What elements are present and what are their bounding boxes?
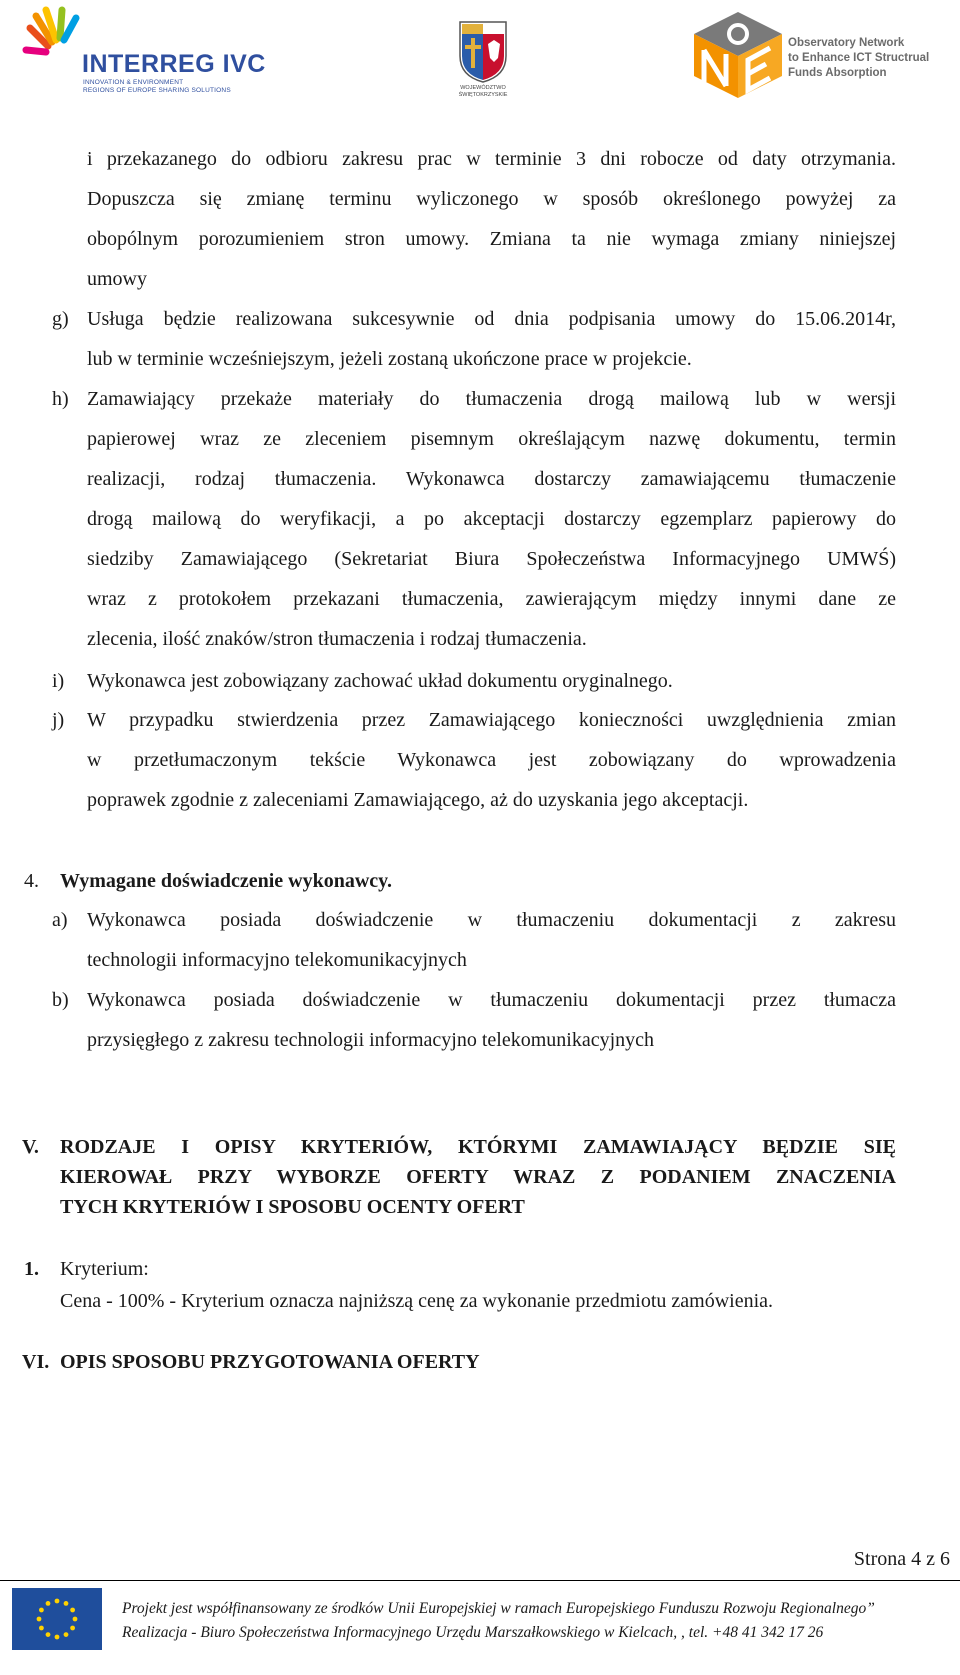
paragraph-line: i przekazanego do odbioru zakresu prac w terminie 3 dni robocze od daty otrzymania. <box>87 148 896 170</box>
list-item-line: papierowej wraz ze zleceniem pisemnym określającym nazwę dokumentu, termin <box>87 428 896 450</box>
list-item-line: Wykonawca posiada doświadczenie w tłumaczeniu dokumentacji z zakresu <box>87 909 896 931</box>
voivodeship-label: ŚWIĘTOKRZYSKIE <box>458 92 508 98</box>
interreg-swoosh-icon <box>22 6 82 66</box>
list-item-line: Wykonawca jest zobowiązany zachować układ dokumentu oryginalnego. <box>87 670 673 692</box>
section-heading: TYCH KRYTERIÓW I SPOSOBU OCENTY OFERT <box>60 1196 525 1218</box>
list-item-line: poprawek zgodnie z zaleceniami Zamawiającego, aż do uzyskania jego akceptacji. <box>87 789 749 811</box>
interreg-tagline: REGIONS OF EUROPE SHARING SOLUTIONS <box>83 87 231 94</box>
section-heading: KIEROWAŁ PRZY WYBORZE OFERTY WRAZ Z PODANIEM ZNACZENIA <box>60 1166 896 1188</box>
list-item-line: drogą mailową do weryfikacji, a po akceptacji dostarczy egzemplarz papierowy do <box>87 508 896 530</box>
paragraph-line: Dopuszcza się zmianę terminu wyliczonego w sposób określonego powyżej za <box>87 188 896 210</box>
eu-flag-icon <box>12 1588 102 1650</box>
page-number: Strona 4 z 6 <box>853 1548 950 1570</box>
list-marker: a) <box>52 909 68 931</box>
section-number: V. <box>22 1136 39 1158</box>
list-marker: h) <box>52 388 69 410</box>
list-item-line: lub w terminie wcześniejszym, jeżeli zostaną ukończone prace w projekcie. <box>87 348 692 370</box>
page-header <box>0 0 960 110</box>
one-logo-text: Funds Absorption <box>788 67 887 79</box>
voivodeship-label: WOJEWÓDZTWO <box>460 85 506 91</box>
list-item-line: realizacji, rodzaj tłumaczenia. Wykonawca dostarczy zamawiającemu tłumaczenie <box>87 468 896 490</box>
section-number: VI. <box>22 1351 50 1373</box>
list-marker: j) <box>52 709 65 731</box>
coat-of-arms-icon <box>448 18 518 84</box>
list-item-line: w przetłumaczonym tekście Wykonawca jest zobowiązany do wprowadzenia <box>87 749 896 771</box>
list-item-line: W przypadku stwierdzenia przez Zamawiającego konieczności uwzględnienia zmian <box>87 709 896 731</box>
criterion-number: 1. <box>24 1258 39 1280</box>
list-item-line: siedziby Zamawiającego (Sekretariat Biura Społeczeństwa Informacyjnego UMWŚ) <box>87 548 896 570</box>
list-item-line: Usługa będzie realizowana sukcesywnie od dnia podpisania umowy do 15.06.2014r, <box>87 308 896 330</box>
one-logo-text: to Enhance ICT Structrual <box>788 52 930 64</box>
list-item-line: zlecenia, ilość znaków/stron tłumaczenia i rodzaj tłumaczenia. <box>87 628 587 650</box>
interreg-logo <box>22 6 292 96</box>
footer-divider <box>0 1580 960 1581</box>
section-heading: OPIS SPOSOBU PRZYGOTOWANIA OFERTY <box>60 1351 480 1373</box>
section-heading: RODZAJE I OPISY KRYTERIÓW, KTÓRYMI ZAMAWIAJĄCY BĘDZIE SIĘ <box>60 1136 896 1158</box>
one-logo <box>690 10 940 100</box>
section-number: 4. <box>24 870 39 892</box>
list-marker: b) <box>52 989 69 1011</box>
paragraph-line: umowy <box>87 268 147 290</box>
paragraph-line: obopólnym porozumieniem stron umowy. Zmiana ta nie wymaga zmiany niniejszej <box>87 228 896 250</box>
list-item-line: przysięgłego z zakresu technologii informacyjno telekomunikacyjnych <box>87 1029 655 1051</box>
section-heading: Wymagane doświadczenie wykonawcy. <box>60 870 393 892</box>
list-item-line: technologii informacyjno telekomunikacyjnych <box>87 949 467 971</box>
interreg-tagline: INNOVATION & ENVIRONMENT <box>83 79 184 86</box>
criterion-label: Kryterium: <box>60 1258 149 1280</box>
list-item-line: wraz z protokołem przekazani tłumaczenia, zawierającym między innymi dane ze <box>87 588 896 610</box>
list-item-line: Wykonawca posiada doświadczenie w tłumaczeniu dokumentacji przez tłumacza <box>87 989 896 1011</box>
one-logo-text: Observatory Network <box>788 37 905 49</box>
list-marker: g) <box>52 308 69 330</box>
one-cube-icon <box>690 10 786 100</box>
voivodeship-logo <box>448 18 518 104</box>
list-item-line: Zamawiający przekaże materiały do tłumaczenia drogą mailową lub w wersji <box>87 388 896 410</box>
interreg-name: INTERREG IVC <box>82 50 266 78</box>
criterion-text: Cena - 100% - Kryterium oznacza najniższą cenę za wykonanie przedmiotu zamówienia. <box>60 1290 774 1312</box>
footer-funding-note: Projekt jest współfinansowany ze środków Unii Europejskiej w ramach Europejskiego Funduszu Rozwoju Regionalnego” <box>122 1600 875 1617</box>
list-marker: i) <box>52 670 65 692</box>
footer-contact-note: Realizacja - Biuro Społeczeństwa Informacyjnego Urzędu Marszałkowskiego w Kielcach, , tel. +48 41 342 17 26 <box>122 1624 824 1641</box>
